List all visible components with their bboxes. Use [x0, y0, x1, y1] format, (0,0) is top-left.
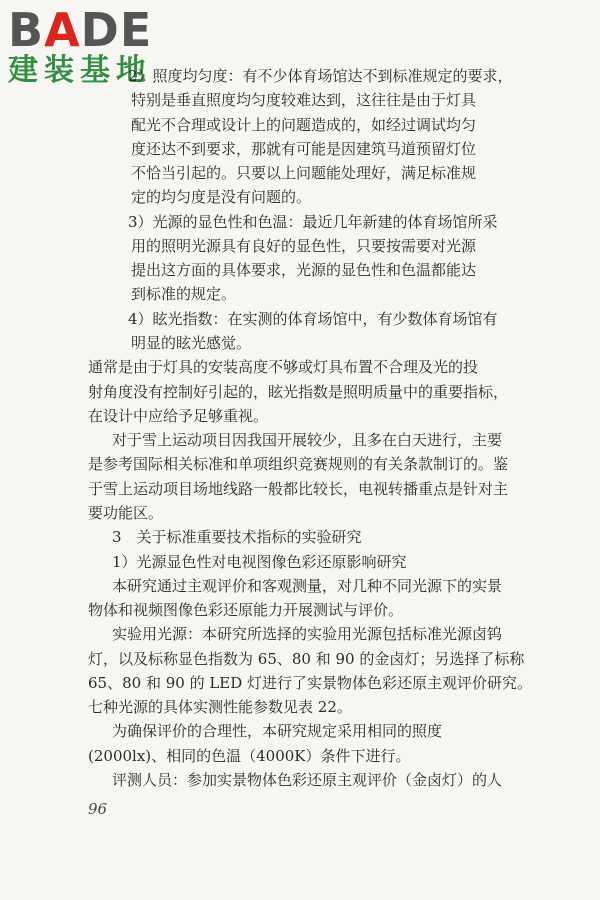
- bade-logo: [8, 3, 178, 88]
- logo-subtitle: 建装基地: [8, 53, 152, 88]
- text-line: 本研究通过主观评价和客观测量，对几种不同光源下的实景: [112, 577, 503, 595]
- logo-wordmark: BADE: [8, 3, 153, 57]
- subsection-heading: 1）光源显色性对电视图像色彩还原影响研究: [112, 553, 407, 571]
- text-line: 4）眩光指数：在实测的体育场馆中，有少数体育场馆有: [128, 310, 498, 328]
- text-line: 实验用光源：本研究所选择的实验用光源包括标准光源卤钨: [112, 625, 503, 643]
- text-line: 七种光源的具体实测性能参数见表 22。: [88, 698, 352, 716]
- text-line: 在设计中应给予足够重视。: [88, 407, 269, 425]
- text-line: 不恰当引起的。只要以上问题能处理好，满足标准规: [131, 164, 477, 182]
- text-line: 度还达不到要求，那就有可能是因建筑马道预留灯位: [131, 140, 477, 158]
- text-line: 3）光源的显色性和色温：最近几年新建的体育场馆所采: [128, 213, 498, 231]
- text-line: 提出这方面的具体要求，光源的显色性和色温都能达: [131, 261, 477, 279]
- text-line: 到标准的规定。: [131, 285, 237, 303]
- text-line: 物体和视频图像色彩还原能力开展测试与评价。: [88, 601, 404, 619]
- text-line: 对于雪上运动项目因我国开展较少，且多在白天进行，主要: [112, 431, 503, 449]
- text-line: 要功能区。: [88, 504, 164, 522]
- text-line: 定的均匀度是没有问题的。: [131, 188, 312, 206]
- text-line: 配光不合理或设计上的问题造成的，如经过调试均匀: [131, 116, 477, 134]
- page-number: 96: [88, 800, 108, 818]
- text-line: (2000lx)、相同的色温（4000K）条件下进行。: [88, 747, 411, 765]
- text-line: 明显的眩光感觉。: [131, 334, 252, 352]
- text-line: 2）照度均匀度：有不少体育场馆达不到标准规定的要求，: [128, 67, 513, 85]
- text-line: 射角度没有控制好引起的，眩光指数是照明质量中的重要指标，: [88, 383, 509, 401]
- text-line: 特别是垂直照度均匀度较难达到，这往往是由于灯具: [131, 91, 477, 109]
- text-line: 65、80 和 90 的 LED 灯进行了实景物体色彩还原主观评价研究。: [88, 674, 533, 692]
- text-line: 灯，以及标称显色指数为 65、80 和 90 的金卤灯；另选择了标称: [88, 650, 525, 668]
- text-line: 用的照明光源具有良好的显色性，只要按需要对光源: [131, 237, 477, 255]
- text-line: 通常是由于灯具的安装高度不够或灯具布置不合理及光的投: [88, 358, 479, 376]
- text-line: 评测人员：参加实景物体色彩还原主观评价（金卤灯）的人: [112, 771, 503, 789]
- section-heading: 3 关于标准重要技术指标的实验研究: [112, 528, 362, 546]
- text-line: 于雪上运动项目场地线路一般都比较长，电视转播重点是针对主: [88, 480, 509, 498]
- text-line: 为确保评价的合理性，本研究规定采用相同的照度: [112, 722, 443, 740]
- text-line: 是参考国际相关标准和单项组织竞赛规则的有关条款制订的。鉴: [88, 455, 509, 473]
